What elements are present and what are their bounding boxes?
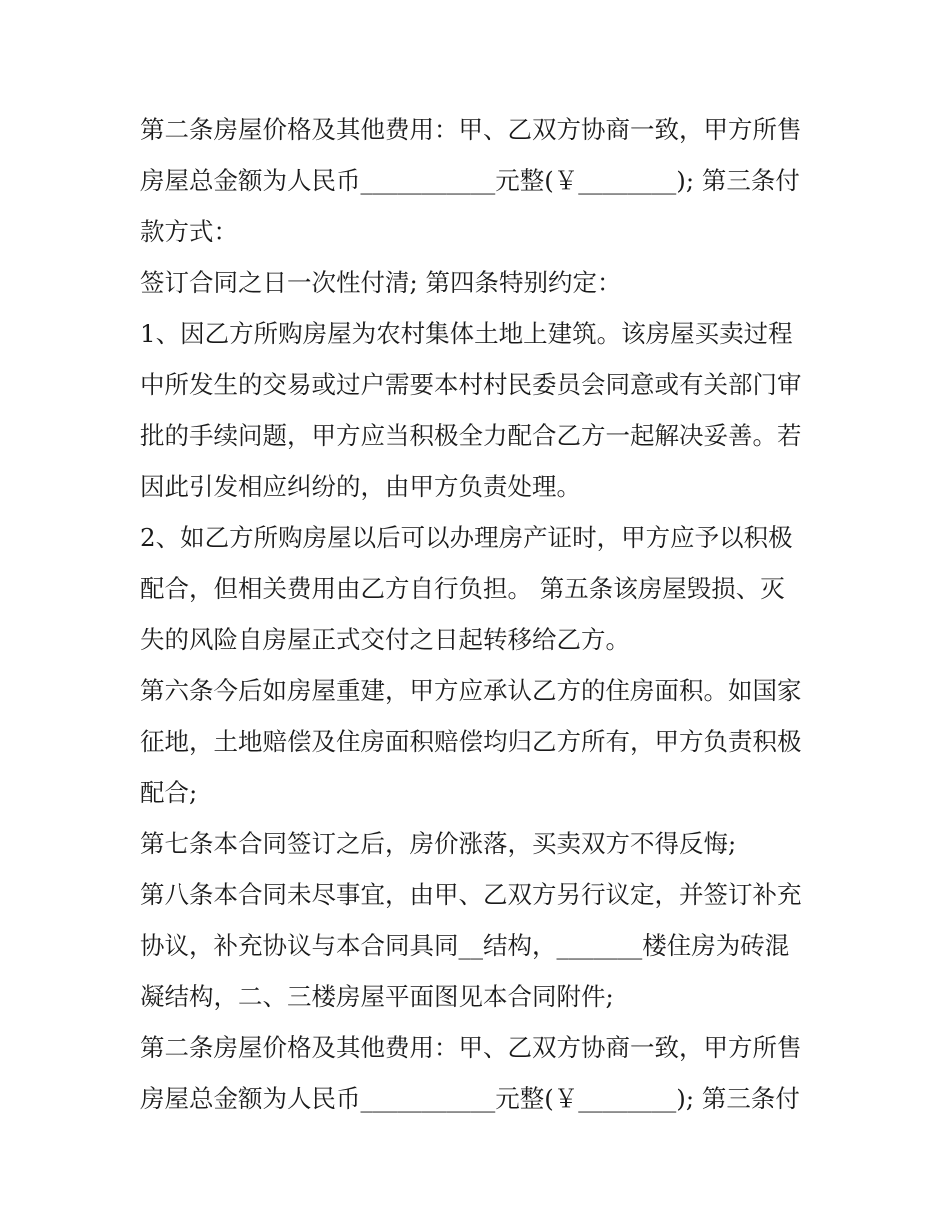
paragraph-clause-2 (140, 512, 820, 665)
text-line: 因此引发相应纠纷的，由甲方负责处理。 (140, 472, 581, 501)
text-line: 房屋总金额为人民币___________元整(￥________); 第三条付 (140, 166, 800, 195)
text-line: 失的风险自房屋正式交付之日起转移给乙方。 (140, 625, 630, 654)
text-line: 第二条房屋价格及其他费用：甲、乙双方协商一致，甲方所售 (140, 115, 802, 144)
text-line: 签订合同之日一次性付清; 第四条特别约定： (140, 268, 622, 297)
text-line: 协议，补充协议与本合同具同__结构，_______楼住房为砖混 (140, 931, 790, 960)
text-line: 凝结构，二、三楼房屋平面图见本合同附件; (140, 982, 614, 1011)
paragraph-article-2-price (140, 104, 820, 257)
text-line: 1、因乙方所购房屋为农村集体土地上建筑。该房屋买卖过程 (140, 319, 793, 348)
paragraph-article-7 (140, 818, 820, 869)
text-line: 第七条本合同签订之后，房价涨落，买卖双方不得反悔; (140, 829, 737, 858)
text-line: 配合，但相关费用由乙方自行负担。 第五条该房屋毁损、灭 (140, 574, 785, 603)
text-line: 征地，土地赔偿及住房面积赔偿均归乙方所有，甲方负责积极 (140, 727, 802, 756)
text-line: 第二条房屋价格及其他费用：甲、乙双方协商一致，甲方所售 (140, 1033, 802, 1062)
text-line: 第六条今后如房屋重建，甲方应承认乙方的住房面积。如国家 (140, 676, 802, 705)
text-line: 2、如乙方所购房屋以后可以办理房产证时，甲方应予以积极 (140, 523, 793, 552)
text-line: 第八条本合同未尽事宜，由甲、乙双方另行议定，并签订补充 (140, 880, 802, 909)
paragraph-payment-terms (140, 257, 820, 308)
contract-body (140, 104, 820, 1124)
paragraph-article-6 (140, 665, 820, 818)
paragraph-article-2-repeat (140, 1022, 820, 1124)
paragraph-article-8 (140, 869, 820, 1022)
text-line: 房屋总金额为人民币___________元整(￥________); 第三条付 (140, 1084, 800, 1113)
text-line: 配合; (140, 778, 198, 807)
text-line: 款方式： (140, 217, 238, 246)
text-line: 中所发生的交易或过户需要本村村民委员会同意或有关部门审 (140, 370, 802, 399)
text-line: 批的手续问题，甲方应当积极全力配合乙方一起解决妥善。若 (140, 421, 802, 450)
paragraph-clause-1 (140, 308, 820, 512)
